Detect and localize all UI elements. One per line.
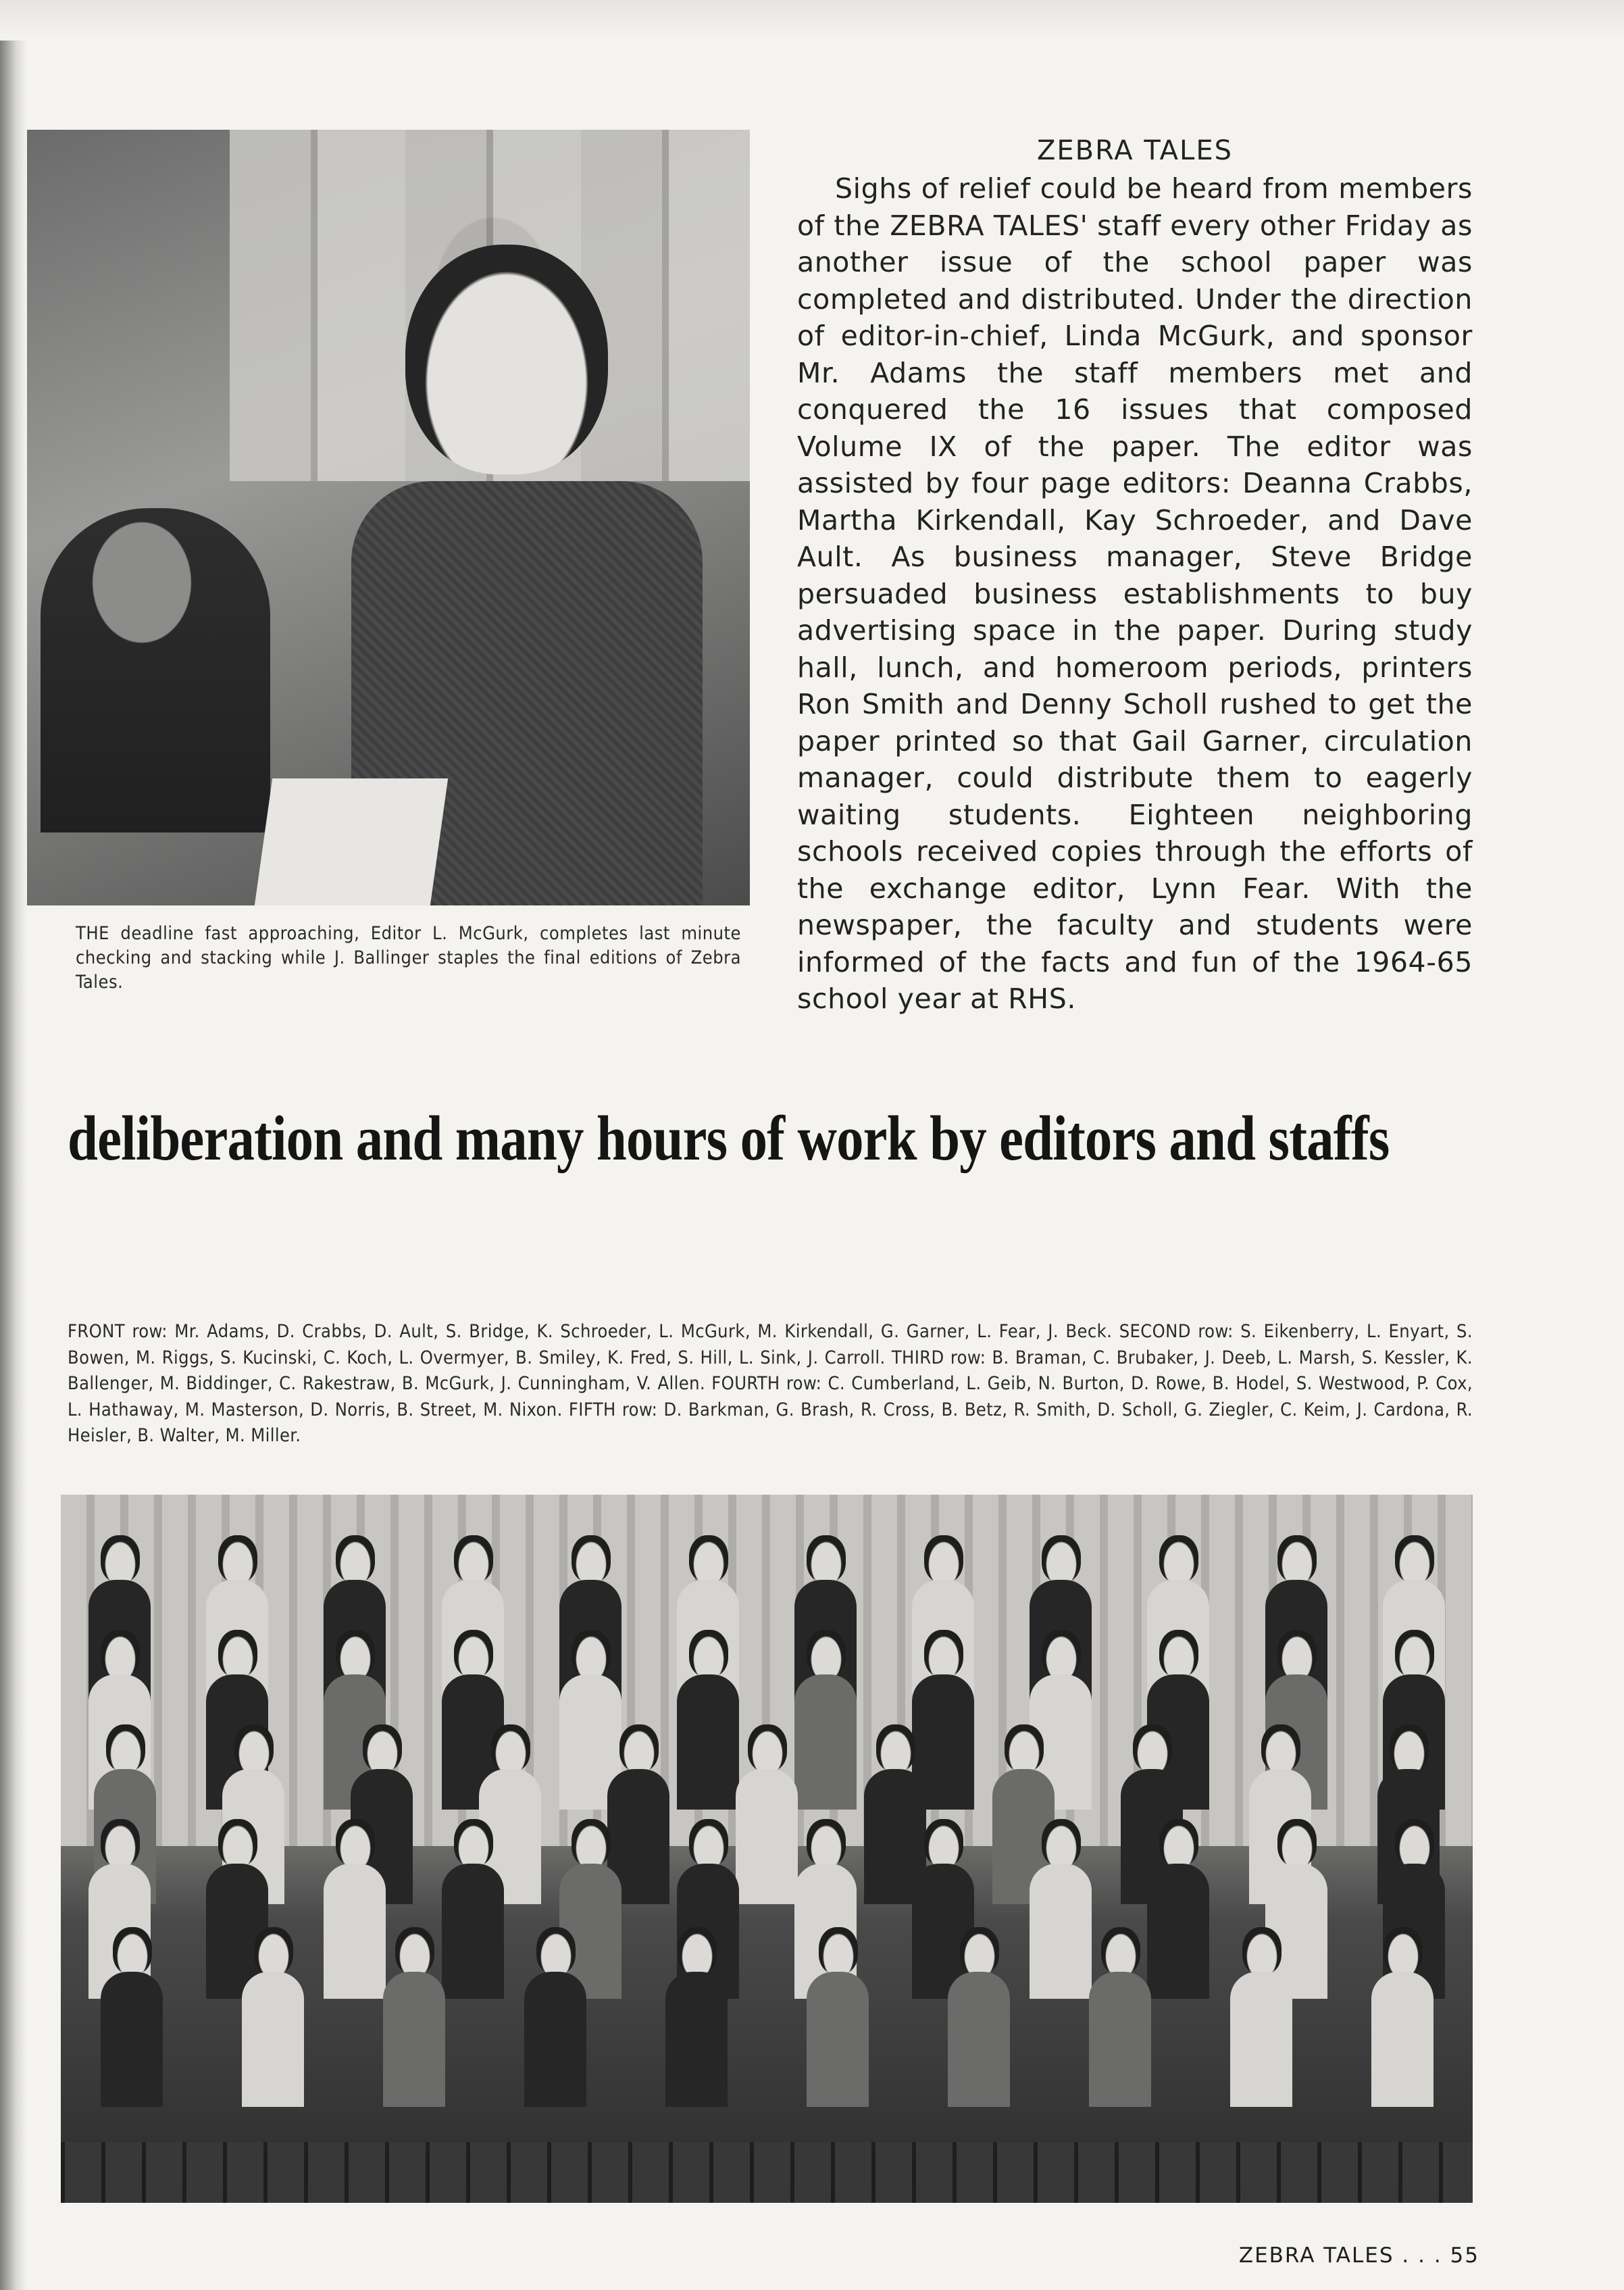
photo-caption: THE deadline fast approaching, Editor L. McGurk, completes last minute checking and stacking while J. Ballinger staples the final editions of Zebra Tales. [76,923,741,993]
group-photo-caption: FRONT row: Mr. Adams, D. Crabbs, D. Ault, S. Bridge, K. Schroeder, L. McGurk, M. Kirkendall, G. Garner, L. Fear, J. Beck. SECOND row: S. Eikenberry, L. Enyart, S. Bowen, M. Riggs, S. Kucinski, C. Koch, L. Overmyer, B. Smiley, K. Fred, S. Hill, L. Sink, J. Carroll. THIRD row: B. Braman, C. Brubaker, J. Deeb, L. Marsh, S. Kessler, K. Ballenger, M. Biddinger, C. Rakestraw, B. McGurk, J. Cunningham, V. Allen. FOURTH row: C. Cumberland, L. Geib, N. Burton, D. Rowe, B. Hodel, S. Westwood, P. Cox, L. Hathaway, M. Masterson, D. Norris, B. Street, M. Nixon. FIFTH row: D. Barkman, G. Brash, R. Cross, B. Betz, R. Smith, D. Scholl, G. Ziegler, C. Keim, J. Cardona, R. Heisler, B. Walter, M. Miller. [68,1321,1473,1446]
student-stapling [41,508,270,832]
article-title: ZEBRA TALES [1036,135,1233,166]
footer-section-name: ZEBRA TALES . . . [1238,2243,1442,2268]
page-headline: deliberation and many hours of work by editors and staffs [68,1103,1390,1174]
person [807,1927,869,2103]
person [665,1927,728,2103]
person [242,1927,304,2103]
staff-group-photo [61,1495,1473,2203]
page-gutter-shadow [0,0,27,2290]
editor-photo [27,130,750,905]
article-body: Sighs of relief could be heard from members of the ZEBRA TALES' staff every other Friday as another issue of the school paper was completed and distributed. Under the direction of editor-in-chief, Linda McGurk, and sponsor Mr. Adams the staff members met and conquered the 16 issues that composed Volume IX of the paper. The editor was assisted by four page editors: Deanna Crabbs, Martha Kirkendall, Kay Schroeder, and Dave Ault. As business manager, Steve Bridge persuaded business establishments to buy advertising space in the paper. During study hall, lunch, and homeroom periods, printers Ron Smith and Denny Scholl rushed to get the paper printed so that Gail Garner, circulation manager, could distribute them to eagerly waiting students. Eighteen neighboring schools received copies through the efforts of the exchange editor, Lynn Fear. With the newspaper, the faculty and students were informed of the facts and fun of the 1964-65 school year at RHS. [797,172,1473,1015]
person [383,1927,445,2103]
person [524,1927,586,2103]
editor-head [405,245,608,474]
person [1230,1927,1292,2103]
person [1089,1927,1151,2103]
page-number: 55 [1450,2243,1479,2268]
newspaper-stack [255,778,448,905]
page-footer [1236,2243,1479,2268]
person [101,1927,163,2103]
chair-row [61,2142,1473,2203]
page-top-edge [0,0,1624,41]
person [948,1927,1010,2103]
person [1371,1927,1433,2103]
group-row-front [61,1927,1473,2103]
